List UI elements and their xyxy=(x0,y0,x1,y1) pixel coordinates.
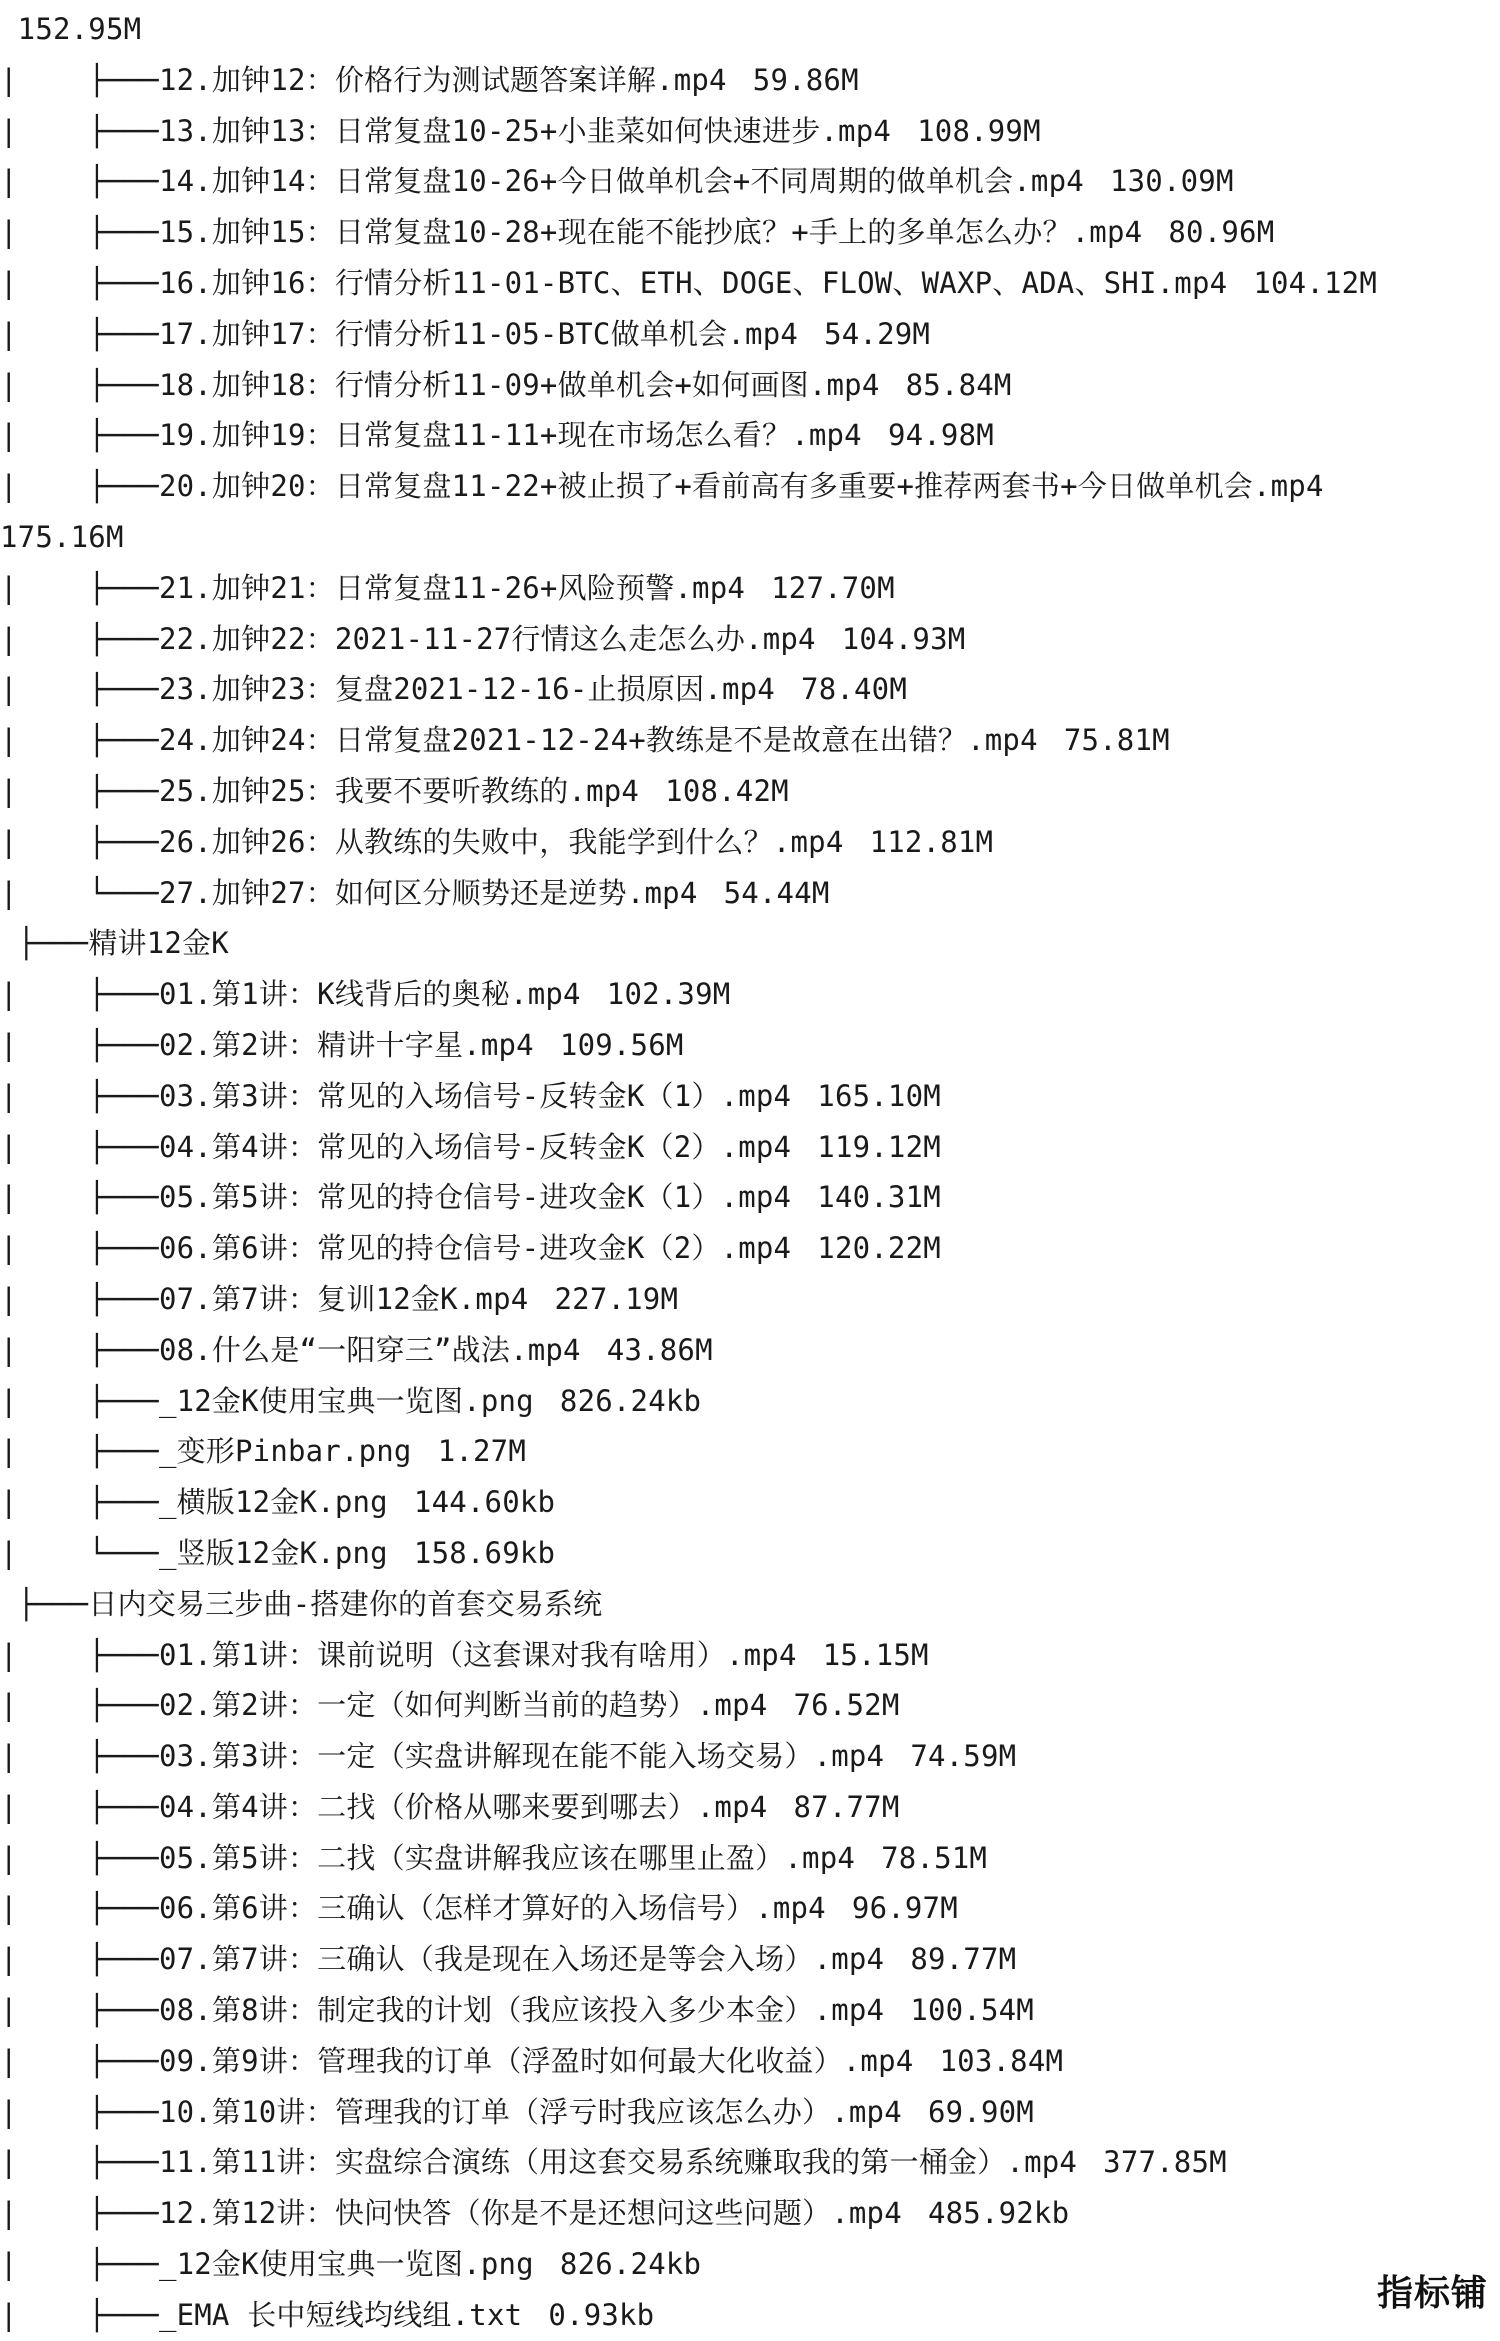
tree-branch: | ├─── xyxy=(0,1129,159,1164)
tree-branch: | ├─── xyxy=(0,316,159,351)
tree-branch: | ├─── xyxy=(0,2247,159,2282)
tree-branch: | ├─── xyxy=(0,1789,159,1824)
tree-line xyxy=(0,1731,1500,1782)
file-name: 19.加钟19：日常复盘11-11+现在市场怎么看？.mp4 xyxy=(158,418,862,453)
file-name: _竖版12金K.png xyxy=(158,1535,388,1570)
tree-line xyxy=(0,207,1500,258)
tree-line xyxy=(0,1020,1500,1071)
file-name: 01.第1讲：K线背后的奥秘.mp4 xyxy=(158,977,581,1012)
tree-branch: | ├─── xyxy=(0,1739,159,1774)
tree-line xyxy=(0,2290,1500,2341)
file-name: 17.加钟17：行情分析11-05-BTC做单机会.mp4 xyxy=(158,316,799,351)
tree-branch: | ├─── xyxy=(0,1637,159,1672)
tree-branch: | ├─── xyxy=(0,469,159,504)
file-size: 54.29M xyxy=(824,316,931,351)
tree-line xyxy=(0,969,1500,1020)
tree-branch: | ├─── xyxy=(0,1332,159,1367)
file-size: 43.86M xyxy=(606,1332,713,1367)
tree-branch: | ├─── xyxy=(0,1434,159,1469)
file-name: 05.第5讲：二找（实盘讲解我应该在哪里止盈）.mp4 xyxy=(158,1840,856,1875)
tree-line xyxy=(0,2188,1500,2239)
file-size: 104.12M xyxy=(1253,265,1377,300)
file-name: 07.第7讲：复训12金K.mp4 xyxy=(158,1281,529,1316)
file-size: 74.59M xyxy=(910,1739,1017,1774)
file-size: 75.81M xyxy=(1063,723,1170,758)
file-name: 10.第10讲：管理我的订单（浮亏时我应该怎么办）.mp4 xyxy=(158,2094,902,2129)
tree-branch: | ├─── xyxy=(0,2094,159,2129)
file-size: 119.12M xyxy=(817,1129,941,1164)
tree-line xyxy=(0,1325,1500,1376)
tree-branch: ├─── xyxy=(0,1586,89,1621)
tree-branch: | ├─── xyxy=(0,1891,159,1926)
tree-line xyxy=(0,1172,1500,1223)
file-name: 02.第2讲：一定（如何判断当前的趋势）.mp4 xyxy=(158,1688,768,1723)
file-size: 175.16M xyxy=(0,519,124,554)
tree-branch: | ├─── xyxy=(0,1688,159,1723)
tree-line xyxy=(0,1376,1500,1427)
tree-line xyxy=(0,2137,1500,2188)
tree-line xyxy=(0,664,1500,715)
file-name: 02.第2讲：精讲十字星.mp4 xyxy=(158,1027,534,1062)
file-size: 78.51M xyxy=(881,1840,988,1875)
tree-line xyxy=(0,614,1500,665)
tree-branch: | ├─── xyxy=(0,164,159,199)
file-name: 24.加钟24：日常复盘2021-12-24+教练是不是故意在出错？.mp4 xyxy=(158,723,1038,758)
tree-branch: | └─── xyxy=(0,1535,159,1570)
file-size: 1.27M xyxy=(437,1434,526,1469)
tree-line xyxy=(0,55,1500,106)
tree-line xyxy=(0,1122,1500,1173)
tree-branch: | ├─── xyxy=(0,2297,159,2332)
tree-line xyxy=(0,410,1500,461)
file-name: _12金K使用宝典一览图.png xyxy=(158,2247,534,2282)
tree-branch: | ├─── xyxy=(0,265,159,300)
file-name: 03.第3讲：一定（实盘讲解现在能不能入场交易）.mp4 xyxy=(158,1739,885,1774)
file-size: 165.10M xyxy=(817,1078,941,1113)
file-name: 05.第5讲：常见的持仓信号-进攻金K（1）.mp4 xyxy=(158,1180,792,1215)
tree-line xyxy=(0,868,1500,919)
tree-line xyxy=(0,1274,1500,1325)
tree-line xyxy=(0,2239,1500,2290)
file-size: 485.92kb xyxy=(927,2196,1070,2231)
file-size: 94.98M xyxy=(887,418,994,453)
tree-line xyxy=(0,1883,1500,1934)
file-size: 108.99M xyxy=(917,113,1041,148)
file-size: 100.54M xyxy=(910,1993,1034,2028)
file-name: _12金K使用宝典一览图.png xyxy=(158,1383,534,1418)
tree-line xyxy=(0,1782,1500,1833)
tree-branch: | ├─── xyxy=(0,1078,159,1113)
file-name: 04.第4讲：二找（价格从哪来要到哪去）.mp4 xyxy=(158,1789,768,1824)
file-size: 140.31M xyxy=(817,1180,941,1215)
file-name: 日内交易三步曲-搭建你的首套交易系统 xyxy=(88,1586,603,1621)
file-name: _横版12金K.png xyxy=(158,1485,388,1520)
file-size: 85.84M xyxy=(905,367,1012,402)
tree-branch: | ├─── xyxy=(0,62,159,97)
file-size: 144.60kb xyxy=(413,1485,556,1520)
file-size: 104.93M xyxy=(841,621,966,656)
file-size: 76.52M xyxy=(793,1688,900,1723)
file-size: 120.22M xyxy=(817,1231,941,1266)
tree-line xyxy=(0,1426,1500,1477)
file-name: 23.加钟23：复盘2021-12-16-止损原因.mp4 xyxy=(158,672,775,707)
tree-branch: | ├─── xyxy=(0,1027,159,1062)
tree-line xyxy=(0,1071,1500,1122)
file-name: _变形Pinbar.png xyxy=(158,1434,412,1469)
file-name: 12.加钟12：价格行为测试题答案详解.mp4 xyxy=(158,62,727,97)
file-size: 59.86M xyxy=(752,62,859,97)
file-size: 826.24kb xyxy=(559,2247,702,2282)
tree-branch: | ├─── xyxy=(0,723,159,758)
file-size: 54.44M xyxy=(723,875,830,910)
file-size: 102.39M xyxy=(606,977,731,1012)
tree-line xyxy=(0,512,1500,563)
tree-branch: | ├─── xyxy=(0,1840,159,1875)
file-size: 69.90M xyxy=(927,2094,1034,2129)
file-size: 0.93kb xyxy=(548,2297,655,2332)
tree-branch: | └─── xyxy=(0,875,159,910)
tree-branch: | ├─── xyxy=(0,672,159,707)
file-name: 08.第8讲：制定我的计划（我应该投入多少本金）.mp4 xyxy=(158,1993,885,2028)
file-name: 11.第11讲：实盘综合演练（用这套交易系统赚取我的第一桶金）.mp4 xyxy=(158,2145,1078,2180)
file-name: 12.第12讲：快问快答（你是不是还想问这些问题）.mp4 xyxy=(158,2196,902,2231)
tree-branch: | ├─── xyxy=(0,1993,159,2028)
tree-line xyxy=(0,258,1500,309)
file-name: 09.第9讲：管理我的订单（浮盈时如何最大化收益）.mp4 xyxy=(158,2043,914,2078)
tree-branch: | ├─── xyxy=(0,1281,159,1316)
tree-line xyxy=(0,2087,1500,2138)
file-name: 03.第3讲：常见的入场信号-反转金K（1）.mp4 xyxy=(158,1078,792,1113)
file-name: 25.加钟25：我要不要听教练的.mp4 xyxy=(158,773,640,808)
file-name: 06.第6讲：三确认（怎样才算好的入场信号）.mp4 xyxy=(158,1891,826,1926)
tree-branch: | ├─── xyxy=(0,2145,159,2180)
file-name: 14.加钟14：日常复盘10-26+今日做单机会+不同周期的做单机会.mp4 xyxy=(158,164,1084,199)
file-name: 06.第6讲：常见的持仓信号-进攻金K（2）.mp4 xyxy=(158,1231,792,1266)
file-name: _EMA 长中短线均线组.txt xyxy=(158,2297,523,2332)
file-size: 130.09M xyxy=(1109,164,1234,199)
tree-line xyxy=(0,918,1500,969)
tree-line xyxy=(0,1934,1500,1985)
tree-branch: | ├─── xyxy=(0,621,159,656)
tree-branch: | ├─── xyxy=(0,418,159,453)
tree-line xyxy=(0,461,1500,512)
tree-line xyxy=(0,156,1500,207)
tree-branch: | ├─── xyxy=(0,1231,159,1266)
tree-branch: | ├─── xyxy=(0,367,159,402)
file-name: 08.什么是“一阳穿三”战法.mp4 xyxy=(158,1332,581,1367)
file-size: 109.56M xyxy=(559,1027,684,1062)
file-name: 精讲12金K xyxy=(88,926,229,961)
file-size: 103.84M xyxy=(939,2043,1064,2078)
tree-line xyxy=(0,563,1500,614)
file-size: 826.24kb xyxy=(559,1383,702,1418)
tree-branch: | ├─── xyxy=(0,1942,159,1977)
file-size: 87.77M xyxy=(793,1789,900,1824)
tree-line xyxy=(0,1223,1500,1274)
tree-branch: | ├─── xyxy=(0,773,159,808)
tree-line xyxy=(0,817,1500,868)
file-size: 15.15M xyxy=(822,1637,929,1672)
file-size: 127.70M xyxy=(771,570,895,605)
file-size: 377.85M xyxy=(1103,2145,1227,2180)
tree-line xyxy=(0,1630,1500,1681)
tree-branch: | ├─── xyxy=(0,1383,159,1418)
file-name: 21.加钟21：日常复盘11-26+风险预警.mp4 xyxy=(158,570,746,605)
file-name: 01.第1讲：课前说明（这套课对我有啥用）.mp4 xyxy=(158,1637,797,1672)
tree-branch: | ├─── xyxy=(0,977,159,1012)
tree-line xyxy=(0,1833,1500,1884)
file-name: 27.加钟27：如何区分顺势还是逆势.mp4 xyxy=(158,875,698,910)
file-name: 18.加钟18：行情分析11-09+做单机会+如何画图.mp4 xyxy=(158,367,880,402)
file-name: 22.加钟22：2021-11-27行情这么走怎么办.mp4 xyxy=(158,621,816,656)
tree-branch: | ├─── xyxy=(0,2043,159,2078)
tree-branch: ├─── xyxy=(0,926,89,961)
directory-tree xyxy=(0,4,1500,2341)
tree-line xyxy=(0,1680,1500,1731)
tree-line xyxy=(0,4,1500,55)
tree-branch: | ├─── xyxy=(0,2196,159,2231)
tree-line xyxy=(0,360,1500,411)
file-size: 112.81M xyxy=(869,824,994,859)
tree-branch: | ├─── xyxy=(0,824,159,859)
file-size: 89.77M xyxy=(910,1942,1017,1977)
file-name: 26.加钟26：从教练的失败中，我能学到什么？.mp4 xyxy=(158,824,844,859)
file-size: 152.95M xyxy=(17,12,142,46)
file-name: 07.第7讲：三确认（我是现在入场还是等会入场）.mp4 xyxy=(158,1942,885,1977)
file-size: 158.69kb xyxy=(413,1535,556,1570)
tree-line xyxy=(0,1985,1500,2036)
file-size: 78.40M xyxy=(801,672,907,707)
file-name: 04.第4讲：常见的入场信号-反转金K（2）.mp4 xyxy=(158,1129,792,1164)
tree-branch: | ├─── xyxy=(0,1180,159,1215)
file-size: 227.19M xyxy=(554,1281,679,1316)
file-name: 15.加钟15：日常复盘10-28+现在能不能抄底？+手上的多单怎么办？.mp4 xyxy=(158,215,1143,250)
tree-branch: | ├─── xyxy=(0,570,159,605)
file-name: 20.加钟20：日常复盘11-22+被止损了+看前高有多重要+推荐两套书+今日做单机会.mp4 xyxy=(158,469,1324,504)
tree-branch: | ├─── xyxy=(0,215,159,250)
tree-branch xyxy=(0,12,18,46)
tree-branch: | ├─── xyxy=(0,1485,159,1520)
tree-line xyxy=(0,766,1500,817)
file-size: 108.42M xyxy=(665,773,789,808)
tree-branch: | ├─── xyxy=(0,113,159,148)
tree-line xyxy=(0,1579,1500,1630)
file-name: 16.加钟16：行情分析11-01-BTC、ETH、DOGE、FLOW、WAXP、ADA、SHI.mp4 xyxy=(158,265,1228,300)
tree-line xyxy=(0,2036,1500,2087)
tree-line xyxy=(0,1477,1500,1528)
watermark-logo: 指标铺 xyxy=(1376,2273,1488,2314)
file-size: 96.97M xyxy=(851,1891,958,1926)
file-name: 13.加钟13：日常复盘10-25+小韭菜如何快速进步.mp4 xyxy=(158,113,892,148)
tree-line xyxy=(0,715,1500,766)
tree-line xyxy=(0,309,1500,360)
tree-line xyxy=(0,1528,1500,1579)
tree-line xyxy=(0,106,1500,157)
file-size: 80.96M xyxy=(1168,215,1275,250)
